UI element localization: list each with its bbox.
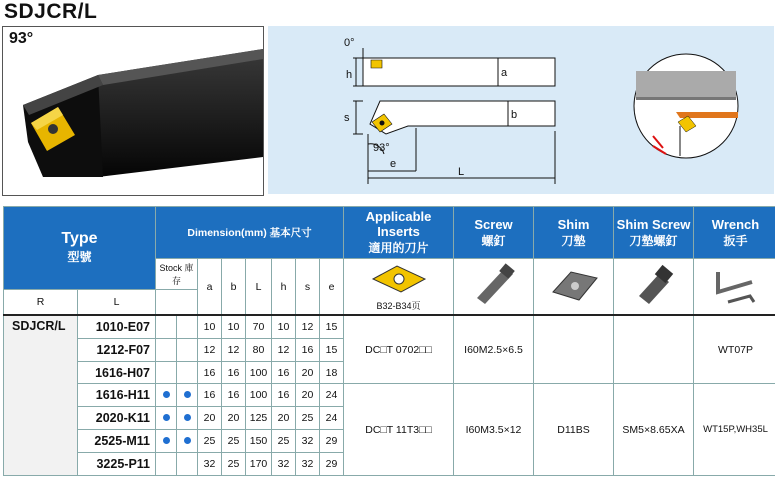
size-code: 1616-H07 <box>78 361 156 384</box>
size-code: 3225-P11 <box>78 453 156 476</box>
dim-cell: 25 <box>222 453 246 476</box>
dim-cell: 15 <box>320 315 344 338</box>
diagram-label-e: e <box>390 158 397 170</box>
type-header <box>4 207 156 290</box>
screw-header-cn: 螺釘 <box>481 233 506 248</box>
dim-cell: 16 <box>222 361 246 384</box>
stock-r-cell <box>156 338 177 361</box>
stock-l-cell <box>177 453 198 476</box>
dim-cell: 25 <box>198 430 222 453</box>
dim-cell: 20 <box>272 407 296 430</box>
dim-col-b: b <box>222 259 246 316</box>
shim-screw-image-cell <box>614 259 694 316</box>
stock-l-cell <box>177 361 198 384</box>
dim-cell: 29 <box>320 430 344 453</box>
shim-screw-header-cn: 刀墊螺釘 <box>629 233 678 248</box>
screw-icon <box>469 262 519 308</box>
in-stock-dot <box>163 437 170 444</box>
shim-screw-header <box>614 207 694 259</box>
dim-col-a: a <box>198 259 222 316</box>
dim-cell: 150 <box>246 430 272 453</box>
diagram-label-b: b <box>511 109 518 121</box>
stock-r-cell <box>156 430 177 453</box>
dim-cell: 24 <box>320 407 344 430</box>
wrench-header-en: Wrench <box>711 216 760 232</box>
stock-r-cell <box>156 361 177 384</box>
in-stock-dot <box>184 414 191 421</box>
dim-cell: 16 <box>198 384 222 407</box>
dim-cell: 32 <box>198 453 222 476</box>
diagram-label-angle: 93° <box>373 142 390 154</box>
wrench-header <box>694 207 775 259</box>
dim-cell: 170 <box>246 453 272 476</box>
screw-cell: I60M3.5×12 <box>454 384 534 476</box>
size-code: 1212-F07 <box>78 338 156 361</box>
screw-cell: I60M2.5×6.5 <box>454 315 534 384</box>
stock-r-cell <box>156 315 177 338</box>
dim-cell: 16 <box>222 384 246 407</box>
diagram-label-L: L <box>458 166 465 178</box>
size-code: 2020-K11 <box>78 407 156 430</box>
diagram-label-s: s <box>344 112 350 124</box>
stock-l-cell <box>177 407 198 430</box>
dim-cell: 80 <box>246 338 272 361</box>
in-stock-dot <box>163 414 170 421</box>
insert-page-ref: B32-B34页 <box>376 300 421 311</box>
shim-screw-cell: SM5×8.65XA <box>614 384 694 476</box>
page-title: SDJCR/L <box>4 0 98 23</box>
insert-cell: DC□T 0702□□ <box>344 315 454 384</box>
family-code: SDJCR/L <box>4 315 78 475</box>
inserts-header <box>344 207 454 259</box>
approach-angle-label: 93° <box>9 30 34 47</box>
in-stock-dot <box>163 391 170 398</box>
shim-header <box>534 207 614 259</box>
insert-cell: DC□T 11T3□□ <box>344 384 454 476</box>
dim-cell: 29 <box>320 453 344 476</box>
dimension-header: Dimension(mm) 基本尺寸 <box>156 207 344 259</box>
size-code: 1010-E07 <box>78 315 156 338</box>
shim-screw-icon <box>629 262 679 308</box>
inserts-header-cn: 適用的刀片 <box>368 241 429 256</box>
dim-cell: 20 <box>296 361 320 384</box>
dim-cell: 125 <box>246 407 272 430</box>
diagram-label-h: h <box>346 69 353 81</box>
dim-cell: 15 <box>320 338 344 361</box>
shim-header-cn: 刀墊 <box>561 233 586 248</box>
stock-l-cell <box>177 315 198 338</box>
stock-l-cell <box>177 384 198 407</box>
dim-cell: 12 <box>272 338 296 361</box>
in-stock-dot <box>184 437 191 444</box>
shim-image-cell <box>534 259 614 316</box>
wrench-image-cell <box>694 259 775 316</box>
dim-col-L: L <box>246 259 272 316</box>
dim-cell: 10 <box>222 315 246 338</box>
dim-cell: 32 <box>296 453 320 476</box>
shim-cell <box>534 315 614 384</box>
dim-cell: 20 <box>198 407 222 430</box>
diagram-label-a: a <box>501 67 508 79</box>
shim-header-en: Shim <box>557 216 590 232</box>
dim-cell: 16 <box>272 361 296 384</box>
dim-cell: 12 <box>198 338 222 361</box>
stock-r-cell <box>156 453 177 476</box>
dimension-diagram <box>268 26 774 194</box>
dim-cell: 70 <box>246 315 272 338</box>
shim-icon <box>547 262 601 308</box>
dim-cell: 100 <box>246 361 272 384</box>
shim-screw-cell <box>614 315 694 384</box>
inserts-header-en: Applicable Inserts <box>365 209 432 240</box>
stock-header: Stock 庫存 <box>156 259 198 289</box>
shim-cell: D11BS <box>534 384 614 476</box>
size-code: 1616-H11 <box>78 384 156 407</box>
dim-cell: 25 <box>272 430 296 453</box>
dim-cell: 12 <box>296 315 320 338</box>
table-row <box>4 315 775 338</box>
wrench-cell: WT07P <box>694 315 775 384</box>
spec-table <box>3 206 773 476</box>
type-header-en: Type <box>61 230 98 248</box>
insert-image-cell <box>344 259 454 316</box>
dimension-drawing <box>268 26 774 194</box>
dim-col-h: h <box>272 259 296 316</box>
diagram-label-zero: 0° <box>344 37 355 49</box>
wrench-icon <box>708 262 764 308</box>
size-code: 2525-M11 <box>78 430 156 453</box>
insert-icon <box>369 262 429 296</box>
wrench-header-cn: 扳手 <box>723 233 748 248</box>
stock-r-cell <box>156 384 177 407</box>
screw-image-cell <box>454 259 534 316</box>
tool-photo <box>2 26 264 196</box>
dim-cell: 20 <box>222 407 246 430</box>
dim-cell: 100 <box>246 384 272 407</box>
dim-cell: 18 <box>320 361 344 384</box>
dim-cell: 25 <box>296 407 320 430</box>
dim-cell: 12 <box>222 338 246 361</box>
dim-cell: 20 <box>296 384 320 407</box>
dim-col-e: e <box>320 259 344 316</box>
dim-cell: 25 <box>222 430 246 453</box>
stock-l-cell <box>177 430 198 453</box>
table-row <box>4 384 775 407</box>
screw-header-en: Screw <box>474 216 513 232</box>
screw-header <box>454 207 534 259</box>
wrench-cell: WT15P,WH35L <box>694 384 775 476</box>
dim-cell: 16 <box>198 361 222 384</box>
stock-r-cell <box>156 407 177 430</box>
dim-cell: 32 <box>296 430 320 453</box>
dim-cell: 10 <box>272 315 296 338</box>
dim-cell: 10 <box>198 315 222 338</box>
type-header-cn: 型號 <box>67 250 92 265</box>
stock-l-cell <box>177 338 198 361</box>
toolholder-image <box>3 27 263 195</box>
dim-cell: 16 <box>296 338 320 361</box>
dim-col-s: s <box>296 259 320 316</box>
stock-col-r: R <box>4 289 78 315</box>
dim-cell: 32 <box>272 453 296 476</box>
dim-cell: 24 <box>320 384 344 407</box>
shim-screw-header-en: Shim Screw <box>616 216 691 232</box>
in-stock-dot <box>184 391 191 398</box>
stock-col-l: L <box>78 289 156 315</box>
dim-cell: 16 <box>272 384 296 407</box>
